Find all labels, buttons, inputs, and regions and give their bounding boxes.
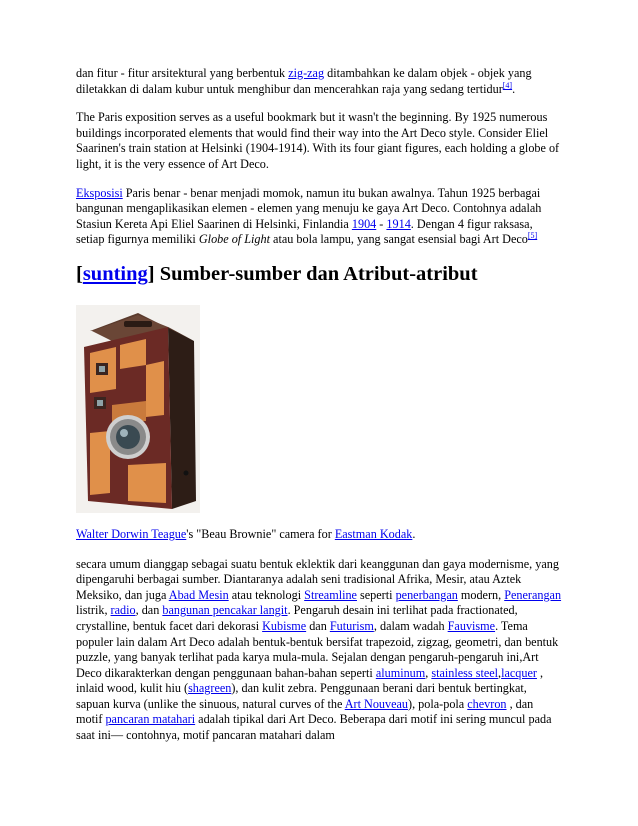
text: Paris benar - benar menjadi momok, namun itu bukan awalnya. Tahun 1925 berbagai bangunan mengaplikasikan elemen - elemen yang menuju ke gaya Art Deco. Contohnya adalah Stasiun Kereta Api Eliel Saarinen di Helsinki, Finlandia xyxy=(76,185,542,231)
text: atau teknologi xyxy=(228,587,305,602)
text: , dalam wadah xyxy=(373,618,448,633)
camera-photo[interactable] xyxy=(76,305,200,513)
link-pancaran-matahari[interactable]: pancaran matahari xyxy=(105,712,196,727)
link-aluminum[interactable]: aluminum xyxy=(375,665,426,680)
text: 's "Beau Brownie" camera for xyxy=(186,526,335,541)
text: . xyxy=(512,81,516,96)
link-1904[interactable]: 1904 xyxy=(351,216,377,231)
link-walter-dorwin-teague[interactable]: Walter Dorwin Teague xyxy=(76,526,187,541)
beau-brownie-camera-image xyxy=(76,305,200,513)
paragraph-3 xyxy=(76,186,562,248)
text: dan fitur - fitur arsitektural yang berbentuk xyxy=(76,66,289,80)
link-bangunan-pencakar-langit[interactable]: bangunan pencakar langit xyxy=(162,603,288,618)
link-chevron[interactable]: chevron xyxy=(467,696,507,711)
text: adalah tipikal dari Art Deco. Beberapa dari motif ini sering muncul pada saat ini— contohnya, motif pancaran matahari dalam xyxy=(76,712,552,743)
link-kubisme[interactable]: Kubisme xyxy=(262,618,307,633)
bracket: ] xyxy=(147,262,155,285)
text: , xyxy=(425,665,432,680)
text: . Dengan 4 figur raksasa, setiap figurnya memiliki xyxy=(76,216,533,247)
section-title: Sumber-sumber dan Atribut-atribut xyxy=(154,262,478,285)
text: modern, xyxy=(457,587,505,602)
bracket: [ xyxy=(76,262,83,285)
text: ), pola-pola xyxy=(408,696,468,711)
link-art-nouveau[interactable]: Art Nouveau xyxy=(344,696,409,711)
link-fauvisme[interactable]: Fauvisme xyxy=(447,618,496,633)
text: - xyxy=(376,216,387,231)
edit-section-link[interactable]: sunting xyxy=(82,262,148,285)
reference-4[interactable]: [4] xyxy=(502,80,513,90)
text: . Tema populer lain dalam Art Deco adalah bentuk-bentuk bersifat trapezoid, zigzag, geometri, dan bentuk puzzle, yang banyak terlihat pada karya mula-mula. Sejalan dengan pengaruh-pengaruh ini,Art Deco dikarakterkan dengan penggunaan bahan-bahan seperti xyxy=(76,618,559,680)
text: seperti xyxy=(356,587,396,602)
section-heading xyxy=(76,261,562,287)
text: atau bola lampu, yang sangat esensial bagi Art Deco xyxy=(269,232,528,247)
text: listrik, xyxy=(76,603,111,618)
image-caption xyxy=(76,527,562,543)
text: , dan xyxy=(135,603,163,618)
text: secara umum dianggap sebagai suatu bentuk eklektik dari keanggunan dan gaya modernisme, yang dipengaruhi berbagai sumber. Diantaranya adalah seni tradisional Afrika, Mesir, atau Aztek Meksiko, dan juga xyxy=(76,556,559,602)
reference-5[interactable]: [5] xyxy=(527,231,538,241)
link-1914[interactable]: 1914 xyxy=(386,216,411,231)
text: , inlaid wood, kulit hiu ( xyxy=(76,665,544,696)
link-penerangan[interactable]: Penerangan xyxy=(504,587,562,602)
link-lacquer[interactable]: lacquer xyxy=(501,665,537,680)
text: ), dan kulit zebra. Penggunaan berani dari bentuk bertingkat, sapuan kurva (unlike the sinuous, natural curves of the xyxy=(76,681,527,711)
link-streamline[interactable]: Streamline xyxy=(304,587,357,602)
text: , dan motif xyxy=(76,696,534,727)
paragraph-2 xyxy=(76,110,562,172)
text: ditambahkan ke dalam objek - objek yang diletakkan di dalam kubur untuk menghibur dan mencerahkan raja yang sedang tertidur xyxy=(76,66,532,96)
paragraph-4 xyxy=(76,557,562,744)
link-eksposisi[interactable]: Eksposisi xyxy=(76,185,123,200)
article-content xyxy=(76,66,562,757)
text: . xyxy=(412,526,416,541)
paragraph-1 xyxy=(76,66,562,97)
link-zig-zag[interactable]: zig-zag xyxy=(288,66,325,80)
link-futurism[interactable]: Futurism xyxy=(329,618,374,633)
link-eastman-kodak[interactable]: Eastman Kodak xyxy=(334,526,413,541)
link-shagreen[interactable]: shagreen xyxy=(188,681,232,696)
globe-of-light-emphasis: Globe of Light xyxy=(198,232,270,247)
link-stainless-steel[interactable]: stainless steel xyxy=(431,665,499,680)
text: . Pengaruh desain ini terlihat pada fractionated, crystalline, bentuk facet dari dekorasi xyxy=(76,603,518,633)
link-abad-mesin[interactable]: Abad Mesin xyxy=(168,587,229,602)
text: , xyxy=(498,665,502,680)
link-penerbangan[interactable]: penerbangan xyxy=(395,587,458,602)
link-radio[interactable]: radio xyxy=(110,603,136,618)
text: dan xyxy=(306,618,330,633)
text: The Paris exposition serves as a useful bookmark but it wasn't the beginning. By 1925 numerous buildings incorporated elements that would find their way into the Art Deco style. Consider Eliel Saarinen's train station at Helsinki (1904-1914). With its four giant figures, each holding a globe of light, it is the very essence of Art Deco. xyxy=(76,110,560,171)
